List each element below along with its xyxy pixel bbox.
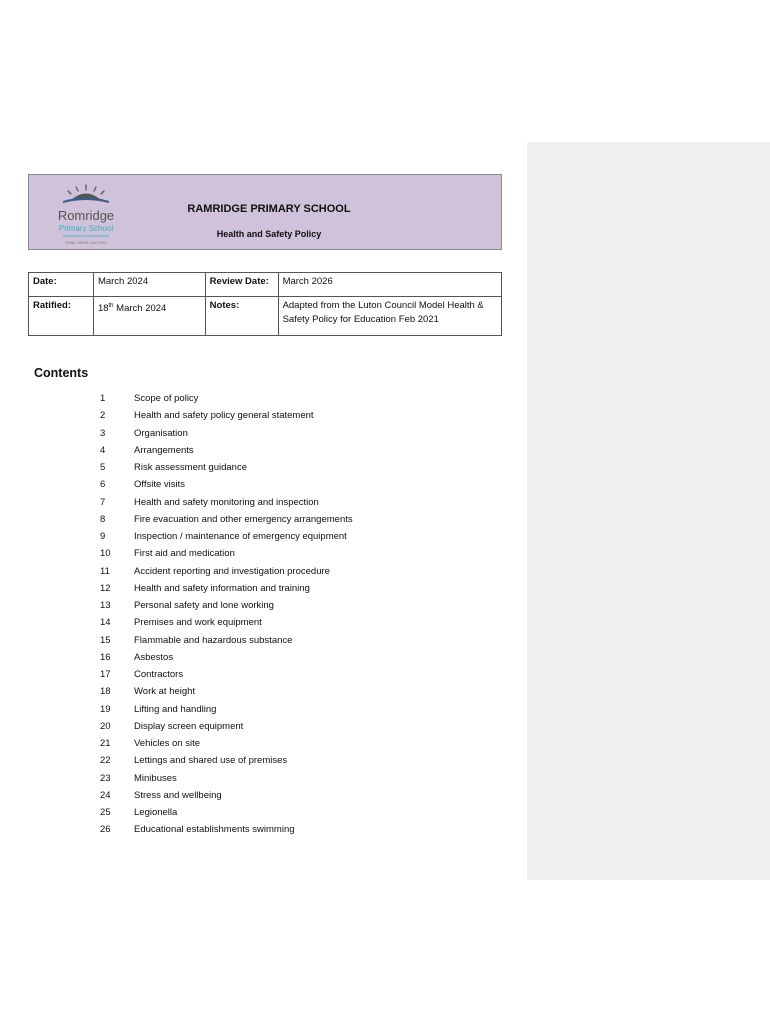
- toc-item-number: 17: [100, 669, 111, 680]
- policy-title: Health and Safety Policy: [216, 229, 322, 239]
- toc-item-title: Minibuses: [134, 772, 177, 784]
- toc-item-number: 5: [100, 462, 106, 473]
- toc-item-title: Arrangements: [134, 444, 194, 456]
- toc-item-title: First aid and medication: [134, 548, 235, 560]
- toc-item-title: Accident reporting and investigation procedure: [134, 565, 330, 577]
- toc-item-number: 9: [100, 531, 106, 542]
- toc-item-title: Stress and wellbeing: [134, 789, 222, 801]
- toc-item-title: Work at height: [134, 686, 196, 698]
- toc-item-number: 19: [100, 703, 111, 715]
- toc-item-title: Premises and work equipment: [134, 617, 262, 629]
- toc-item-number: 10: [100, 548, 111, 560]
- toc-item-number: 25: [100, 807, 111, 818]
- toc-item-title: Personal safety and lone working: [134, 600, 274, 611]
- toc-item-title: Scope of policy: [134, 393, 199, 404]
- logo-tagline: SHINE • GROW • SUCCEED: [65, 241, 107, 245]
- toc-item-title: Lettings and shared use of premises: [134, 755, 288, 767]
- review-date-label: Review Date:: [205, 273, 278, 297]
- ratified-day: 18: [97, 303, 109, 315]
- toc-item-title: Educational establishments swimming: [134, 824, 295, 836]
- review-date-value: March 2026: [278, 273, 501, 297]
- toc-item-title: Health and safety information and training: [134, 582, 310, 594]
- toc-item-number: 4: [100, 444, 106, 456]
- notes-value: Adapted from the Luton Council Model Health & Safety Policy for Education Feb 2021: [278, 297, 501, 336]
- toc-item-number: 15: [100, 634, 111, 646]
- toc-item-number: 22: [100, 755, 111, 767]
- ratified-suffix: th: [108, 303, 114, 309]
- toc-item-number: 24: [100, 789, 111, 801]
- toc-item-number: 14: [100, 617, 111, 629]
- notes-label: Notes:: [205, 297, 278, 336]
- toc-item-title: Health and safety monitoring and inspection: [134, 496, 319, 508]
- comment-pane: [527, 142, 770, 880]
- toc-item-title: Health and safety policy general statement: [134, 410, 314, 422]
- toc-item-number: 11: [100, 565, 110, 577]
- toc-item-number: 23: [100, 772, 111, 784]
- toc-item-title: Contractors: [134, 669, 184, 680]
- date-label: Date:: [29, 273, 94, 297]
- ratified-month-year: March 2024: [113, 303, 167, 315]
- toc-item-title: Risk assessment guidance: [134, 462, 247, 473]
- policy-meta-table: [28, 272, 502, 336]
- toc-item-title: Inspection / maintenance of emergency equipment: [134, 531, 347, 542]
- ratified-label: Ratified:: [29, 297, 94, 336]
- toc-item-number: 26: [100, 824, 111, 836]
- toc-item-number: 2: [100, 410, 106, 422]
- toc-item-title: Flammable and hazardous substance: [134, 634, 293, 646]
- logo-name: Romridge: [57, 208, 115, 223]
- toc-item-number: 1: [100, 393, 106, 404]
- ratified-value: [93, 297, 205, 336]
- logo-subname: Primary School: [58, 224, 114, 233]
- school-name: RAMRIDGE PRIMARY SCHOOL: [187, 203, 351, 215]
- toc-item-title: Display screen equipment: [134, 720, 244, 732]
- contents-heading: Contents: [34, 366, 89, 380]
- toc-item-title: Legionella: [134, 807, 178, 818]
- toc-item-title: Fire evacuation and other emergency arrangements: [134, 513, 353, 525]
- toc-item-number: 12: [100, 582, 111, 594]
- school-logo: [43, 181, 129, 247]
- toc-item-number: 18: [100, 686, 111, 698]
- toc-item-number: 8: [100, 513, 106, 525]
- toc-item-number: 16: [100, 651, 111, 663]
- toc-item-title: Asbestos: [134, 651, 174, 663]
- toc-item-title: Vehicles on site: [134, 738, 201, 749]
- toc-item-title: Offsite visits: [134, 479, 186, 491]
- toc-item-number: 20: [100, 720, 111, 732]
- toc-item-title: Organisation: [134, 427, 188, 439]
- toc-item-title: Lifting and handling: [134, 703, 217, 715]
- header-box: [28, 174, 502, 250]
- toc-item-number: 7: [100, 496, 106, 508]
- toc-item-number: 13: [100, 600, 111, 611]
- toc-item-number: 21: [100, 738, 111, 749]
- toc-item-number: 6: [100, 479, 106, 491]
- date-value: March 2024: [93, 273, 205, 297]
- toc-item-number: 3: [100, 427, 106, 439]
